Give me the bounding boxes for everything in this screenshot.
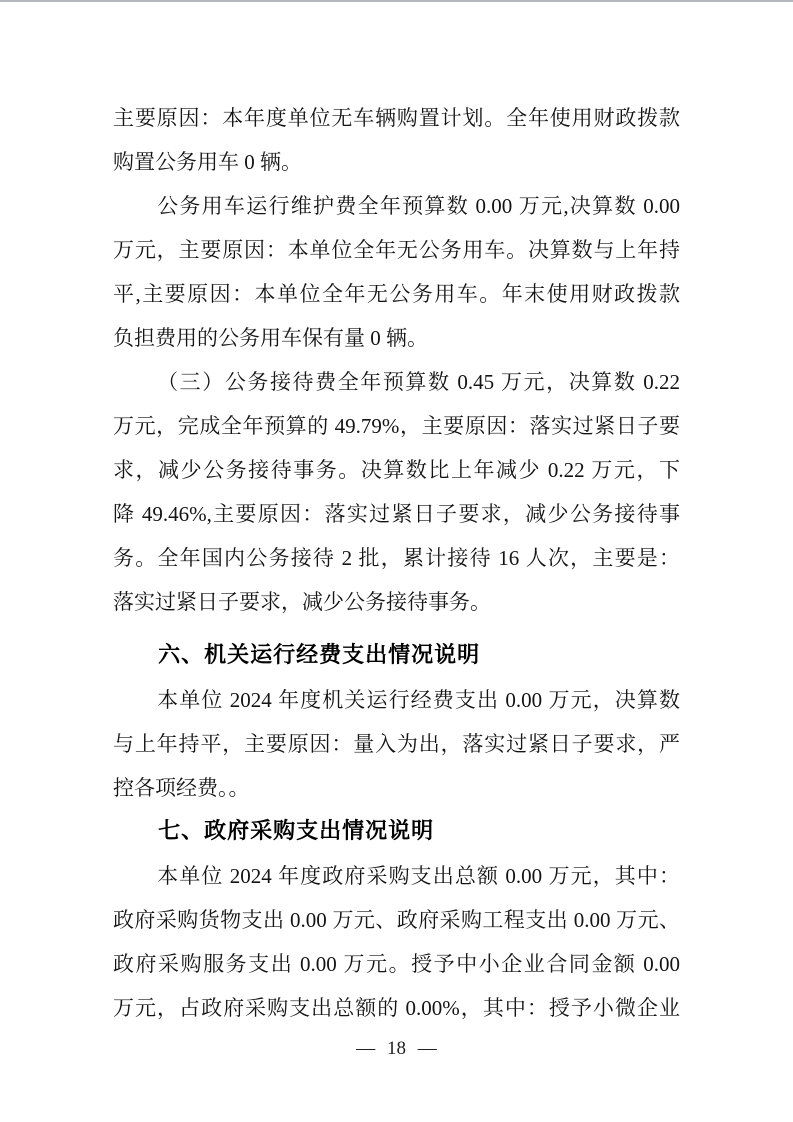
text-line: 务。全年国内公务接待 2 批，累计接待 16 人次，主要是： — [113, 546, 680, 570]
page-number-label: — 18 — — [356, 1038, 437, 1059]
text-line: 政府采购货物支出 0.00 万元、政府采购工程支出 0.00 万元、 — [113, 908, 680, 932]
section-heading: 七、政府采购支出情况说明 — [158, 819, 435, 844]
text-line: 控各项经费。。 — [113, 776, 250, 800]
paragraph — [113, 360, 680, 624]
text-line: 降 49.46%,主要原因：落实过紧日子要求，减少公务接待事 — [113, 502, 680, 526]
text-line: 万元，占政府采购支出总额的 0.00%，其中：授予小微企业 — [113, 996, 680, 1020]
text-line: （三）公务接待费全年预算数 0.45 万元，决算数 0.22 — [157, 370, 680, 394]
paragraph — [113, 678, 680, 810]
paragraph — [113, 854, 680, 1030]
section-heading: 六、机关运行经费支出情况说明 — [158, 643, 481, 668]
paragraph — [113, 96, 680, 184]
text-line: 购置公务用车 0 辆。 — [113, 150, 302, 174]
text-line: 本单位 2024 年度政府采购支出总额 0.00 万元，其中： — [157, 864, 680, 888]
text-line: 政府采购服务支出 0.00 万元。授予中小企业合同金额 0.00 — [113, 952, 680, 976]
vertical-spacer — [113, 624, 680, 634]
text-line: 负担费用的公务用车保有量 0 辆。 — [113, 326, 428, 350]
text-line: 求，减少公务接待事务。决算数比上年减少 0.22 万元，下 — [113, 458, 680, 482]
paragraph — [113, 184, 680, 360]
text-line: 本单位 2024 年度机关运行经费支出 0.00 万元，决算数 — [157, 688, 680, 712]
text-line: 万元，主要原因：本单位全年无公务用车。决算数与上年持 — [113, 238, 680, 262]
text-line: 公务用车运行维护费全年预算数 0.00 万元,决算数 0.00 — [157, 194, 680, 218]
text-line: 落实过紧日子要求，减少公务接待事务。 — [113, 590, 491, 614]
text-line: 万元，完成全年预算的 49.79%，主要原因：落实过紧日子要 — [113, 414, 680, 438]
text-line: 主要原因：本年度单位无车辆购置计划。全年使用财政拨款 — [113, 106, 680, 130]
text-line: 平,主要原因：本单位全年无公务用车。年末使用财政拨款 — [113, 282, 680, 306]
document-body — [113, 96, 680, 1030]
page-footer — [0, 1036, 793, 1062]
text-line: 与上年持平，主要原因：量入为出，落实过紧日子要求，严 — [113, 732, 680, 756]
